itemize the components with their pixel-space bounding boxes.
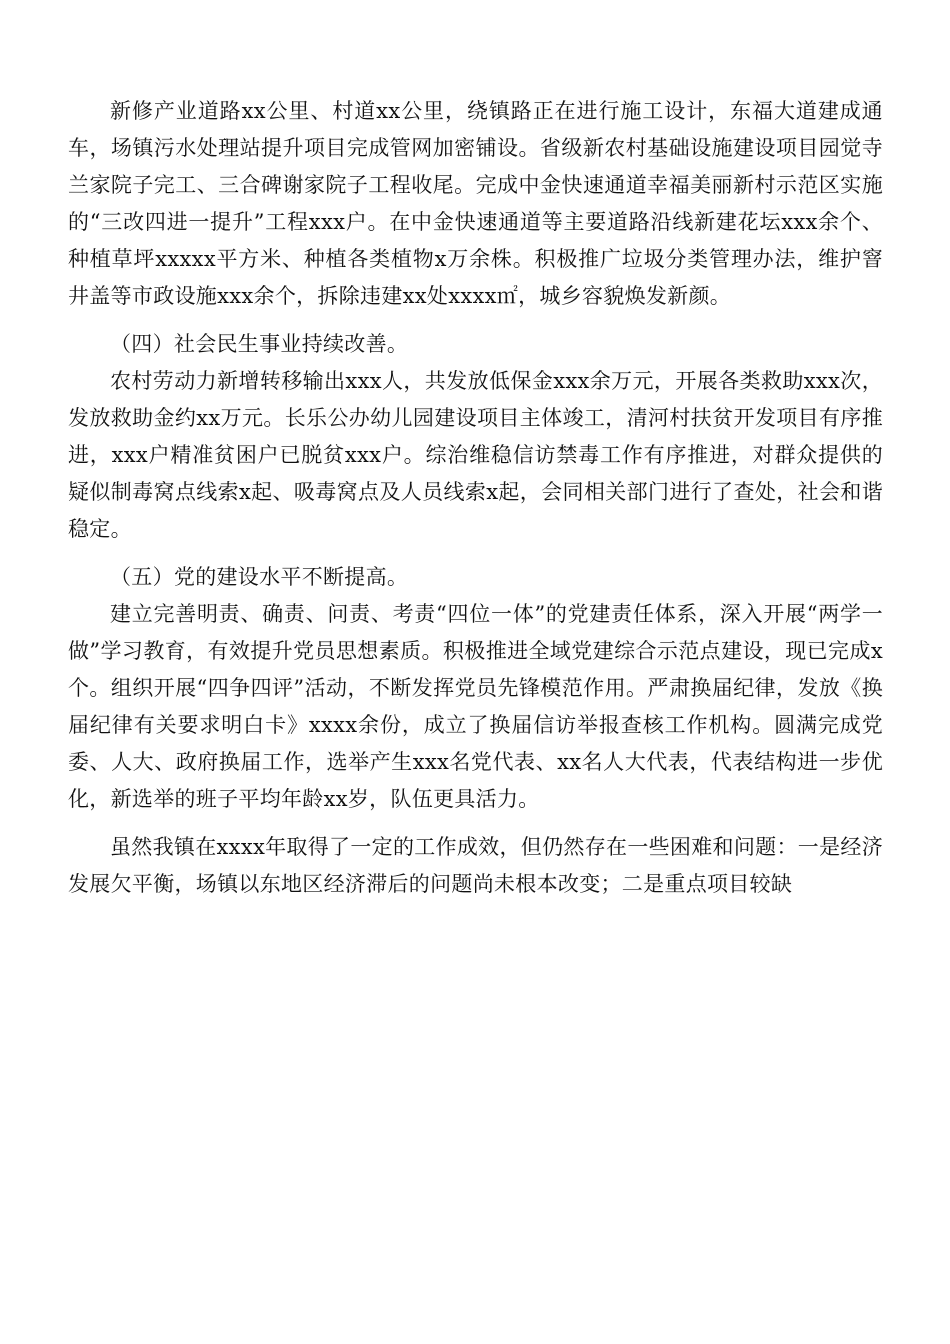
paragraph-party-building: 建立完善明责、确责、问责、考责“四位一体”的党建责任体系，深入开展“两学一做”学习教育，有效提升党员思想素质。积极推进全域党建综合示范点建设，现已完成x个。组织开展“四争四评”活动，不断发挥党员先锋模范作用。严肃换届纪律，发放《换届纪律有关要求明白卡》xxxx余份，成立了换届信访举报查核工作机构。圆满完成党委、人大、政府换届工作，选举产生xxx名党代表、xx名人大代表，代表结构进一步优化，新选举的班子平均年龄xx岁，队伍更具活力。 xyxy=(68,602,883,811)
paragraph-livelihood: 农村劳动力新增转移输出xxx人，共发放低保金xxx余万元，开展各类救助xxx次，发放救助金约xx万元。长乐公办幼儿园建设项目主体竣工，清河村扶贫开发项目有序推进，xxx户精准贫困户已脱贫xxx户。综治维稳信访禁毒工作有序推进，对群众提供的疑似制毒窝点线索x起、吸毒窝点及人员线索x起，会同相关部门进行了查处，社会和谐稳定。 xyxy=(68,369,883,541)
paragraph-infrastructure: 新修产业道路xx公里、村道xx公里，绕镇路正在进行施工设计，东福大道建成通车，场镇污水处理站提升项目完成管网加密铺设。省级新农村基础设施建设项目园觉寺兰家院子完工、三合碑谢家院子工程收尾。完成中金快速通道幸福美丽新村示范区实施的“三改四进一提升”工程xxx户。在中金快速通道等主要道路沿线新建花坛xxx余个、种植草坪xxxxx平方米、种植各类植物x万余株。积极推广垃圾分类管理办法，维护窨井盖等市政设施xxx余个，拆除违建xx处xxxx㎡，城乡容貌焕发新颜。 xyxy=(68,99,883,308)
paragraph-problems: 虽然我镇在xxxx年取得了一定的工作成效，但仍然存在一些困难和问题：一是经济发展欠平衡，场镇以东地区经济滞后的问题尚未根本改变；二是重点项目较缺 xyxy=(68,835,883,896)
document-page xyxy=(68,93,883,903)
section-heading-party-building: （五）党的建设水平不断提高。 xyxy=(110,565,409,589)
section-heading-livelihood: （四）社会民生事业持续改善。 xyxy=(110,332,409,356)
